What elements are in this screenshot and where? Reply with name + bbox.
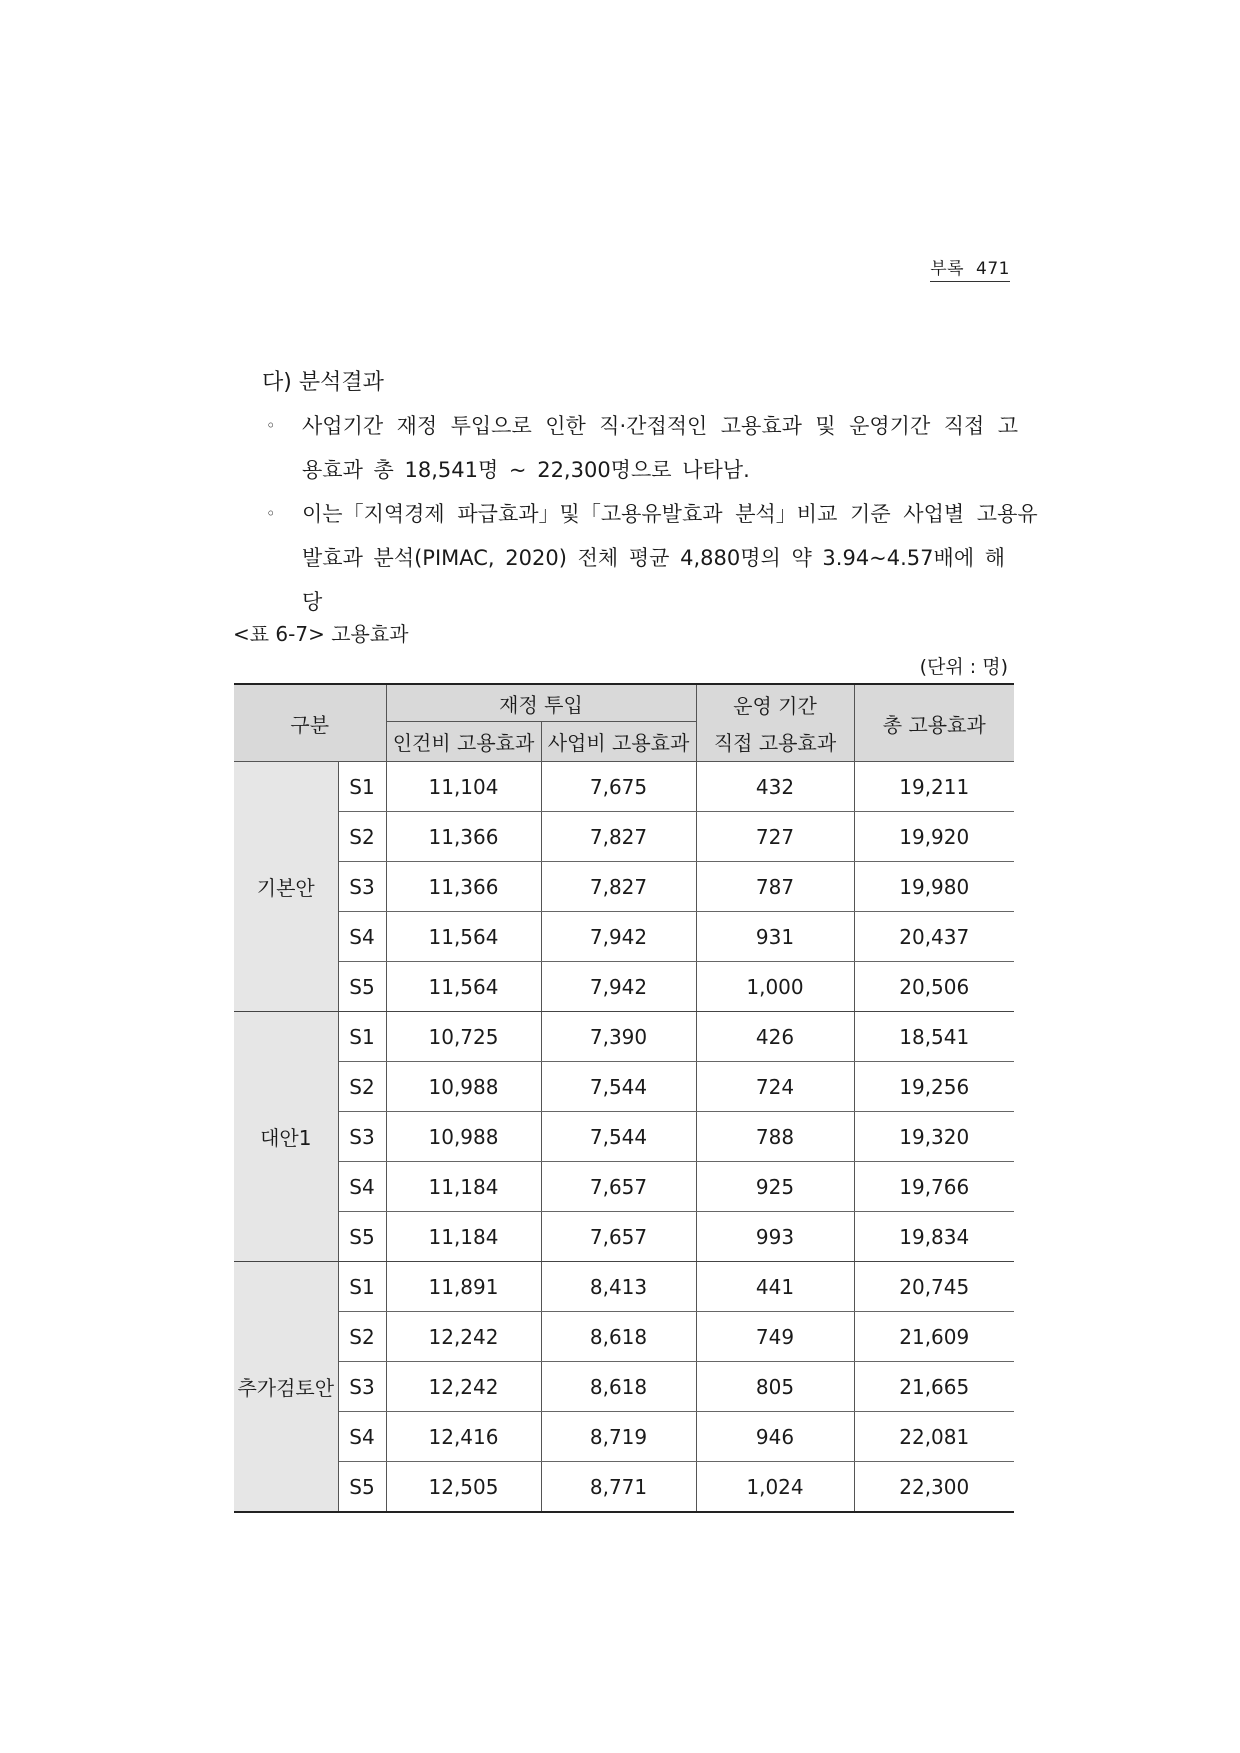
cell-operation: 426 xyxy=(696,1012,854,1062)
cell-scenario: S5 xyxy=(338,1462,386,1513)
cell-business: 8,413 xyxy=(541,1262,696,1312)
cell-scenario: S3 xyxy=(338,1112,386,1162)
cell-business: 7,942 xyxy=(541,962,696,1012)
cell-labor: 11,104 xyxy=(386,762,541,812)
cell-total: 21,665 xyxy=(854,1362,1014,1412)
cell-labor: 10,988 xyxy=(386,1062,541,1112)
bullet-mark: ◦ xyxy=(266,504,276,523)
cell-operation: 788 xyxy=(696,1112,854,1162)
cell-operation: 925 xyxy=(696,1162,854,1212)
table-row xyxy=(234,1062,1014,1112)
table-row xyxy=(234,1012,1014,1062)
table-row xyxy=(234,812,1014,862)
cell-labor: 12,505 xyxy=(386,1462,541,1513)
cell-total: 19,980 xyxy=(854,862,1014,912)
group-label: 추가검토안 xyxy=(234,1262,338,1513)
cell-business: 7,657 xyxy=(541,1162,696,1212)
cell-business: 7,657 xyxy=(541,1212,696,1262)
cell-total: 20,745 xyxy=(854,1262,1014,1312)
cell-business: 8,618 xyxy=(541,1362,696,1412)
cell-business: 7,827 xyxy=(541,812,696,862)
table-row xyxy=(234,1362,1014,1412)
cell-business: 7,390 xyxy=(541,1012,696,1062)
header-operation xyxy=(696,684,854,762)
cell-total: 21,609 xyxy=(854,1312,1014,1362)
cell-labor: 12,242 xyxy=(386,1362,541,1412)
cell-operation: 724 xyxy=(696,1062,854,1112)
cell-total: 19,766 xyxy=(854,1162,1014,1212)
header-operation-line1: 운영 기간 xyxy=(733,694,817,718)
cell-total: 19,256 xyxy=(854,1062,1014,1112)
cell-total: 18,541 xyxy=(854,1012,1014,1062)
cell-business: 8,771 xyxy=(541,1462,696,1513)
cell-business: 7,827 xyxy=(541,862,696,912)
table-row xyxy=(234,762,1014,812)
table-row xyxy=(234,962,1014,1012)
cell-operation: 787 xyxy=(696,862,854,912)
cell-total: 22,081 xyxy=(854,1412,1014,1462)
cell-business: 8,719 xyxy=(541,1412,696,1462)
cell-labor: 10,988 xyxy=(386,1112,541,1162)
cell-total: 19,920 xyxy=(854,812,1014,862)
cell-scenario: S5 xyxy=(338,962,386,1012)
header-group: 구분 xyxy=(234,684,386,762)
cell-labor: 11,564 xyxy=(386,962,541,1012)
cell-operation: 749 xyxy=(696,1312,854,1362)
cell-labor: 11,891 xyxy=(386,1262,541,1312)
table-row xyxy=(234,912,1014,962)
header-labor: 인건비 고용효과 xyxy=(386,722,541,762)
page-header xyxy=(930,254,1010,282)
table-row xyxy=(234,1212,1014,1262)
table-unit: (단위 : 명) xyxy=(919,656,1008,678)
bullet-text-line: 용효과 총 18,541명 ~ 22,300명으로 나타남. xyxy=(302,458,750,482)
cell-scenario: S3 xyxy=(338,862,386,912)
cell-operation: 946 xyxy=(696,1412,854,1462)
cell-operation: 931 xyxy=(696,912,854,962)
table-row xyxy=(234,1262,1014,1312)
cell-scenario: S4 xyxy=(338,1412,386,1462)
cell-business: 7,544 xyxy=(541,1062,696,1112)
cell-scenario: S3 xyxy=(338,1362,386,1412)
header-fiscal: 재정 투입 xyxy=(386,684,696,722)
header-operation-line2: 직접 고용효과 xyxy=(713,731,837,755)
cell-scenario: S2 xyxy=(338,812,386,862)
table-row xyxy=(234,1412,1014,1462)
cell-scenario: S1 xyxy=(338,1262,386,1312)
cell-business: 7,675 xyxy=(541,762,696,812)
header-label: 부록 xyxy=(930,259,965,279)
table-row xyxy=(234,1462,1014,1513)
bullet-item xyxy=(266,404,1018,492)
table-row xyxy=(234,1112,1014,1162)
cell-total: 19,834 xyxy=(854,1212,1014,1262)
cell-labor: 11,366 xyxy=(386,812,541,862)
cell-scenario: S2 xyxy=(338,1062,386,1112)
bullet-text-line: 이는「지역경제 파급효과」및「고용유발효과 분석」비교 기준 사업별 고용유 xyxy=(302,502,1038,526)
header-business: 사업비 고용효과 xyxy=(541,722,696,762)
cell-scenario: S1 xyxy=(338,762,386,812)
cell-operation: 805 xyxy=(696,1362,854,1412)
cell-total: 19,320 xyxy=(854,1112,1014,1162)
cell-labor: 11,184 xyxy=(386,1212,541,1262)
bullet-item xyxy=(266,492,1038,624)
cell-operation: 432 xyxy=(696,762,854,812)
cell-operation: 727 xyxy=(696,812,854,862)
page-number: 471 xyxy=(976,259,1010,279)
section-title: 다) 분석결과 xyxy=(262,370,384,395)
table-caption: <표 6-7> 고용효과 xyxy=(233,622,409,646)
table-row xyxy=(234,1312,1014,1362)
cell-labor: 12,416 xyxy=(386,1412,541,1462)
cell-operation: 1,024 xyxy=(696,1462,854,1513)
cell-total: 20,506 xyxy=(854,962,1014,1012)
cell-operation: 441 xyxy=(696,1262,854,1312)
table-row xyxy=(234,1162,1014,1212)
cell-scenario: S4 xyxy=(338,912,386,962)
cell-business: 8,618 xyxy=(541,1312,696,1362)
header-total: 총 고용효과 xyxy=(854,684,1014,762)
cell-scenario: S5 xyxy=(338,1212,386,1262)
bullet-text-line: 발효과 분석(PIMAC, 2020) 전체 평균 4,880명의 약 3.94~4.57배에 해당 xyxy=(302,546,1006,614)
cell-total: 20,437 xyxy=(854,912,1014,962)
cell-operation: 993 xyxy=(696,1212,854,1262)
cell-labor: 11,184 xyxy=(386,1162,541,1212)
cell-business: 7,544 xyxy=(541,1112,696,1162)
cell-labor: 12,242 xyxy=(386,1312,541,1362)
cell-scenario: S1 xyxy=(338,1012,386,1062)
cell-total: 22,300 xyxy=(854,1462,1014,1513)
employment-effect-table xyxy=(234,683,1014,1513)
cell-labor: 10,725 xyxy=(386,1012,541,1062)
cell-labor: 11,564 xyxy=(386,912,541,962)
bullet-text-line: 사업기간 재정 투입으로 인한 직·간접적인 고용효과 및 운영기간 직접 고 xyxy=(302,414,1018,438)
bullet-mark: ◦ xyxy=(266,416,276,435)
group-label: 대안1 xyxy=(234,1012,338,1262)
cell-business: 7,942 xyxy=(541,912,696,962)
table-row xyxy=(234,862,1014,912)
cell-total: 19,211 xyxy=(854,762,1014,812)
group-label: 기본안 xyxy=(234,762,338,1012)
cell-scenario: S2 xyxy=(338,1312,386,1362)
cell-labor: 11,366 xyxy=(386,862,541,912)
cell-scenario: S4 xyxy=(338,1162,386,1212)
cell-operation: 1,000 xyxy=(696,962,854,1012)
